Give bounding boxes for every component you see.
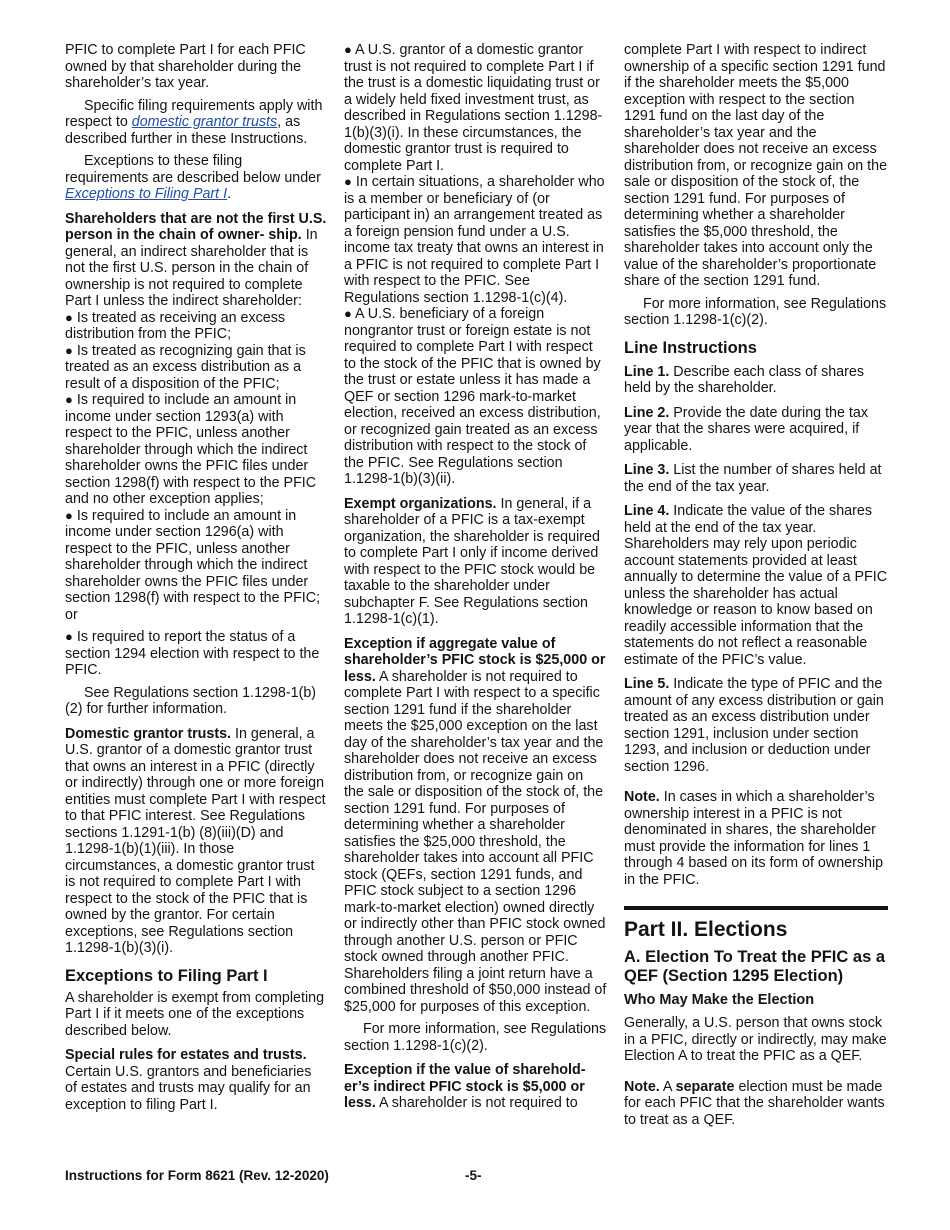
bullet-icon: ●	[344, 174, 352, 189]
emphasis: separate	[675, 1078, 735, 1095]
line-label: Line 5.	[624, 676, 670, 692]
text: Is required to include an amount in income under section 1296(a) with respect to the PFIC, unless another shareholder through which the indirect shareholder owns the PFIC files under section 1298(f) with respect to the PFIC; or	[65, 507, 321, 623]
paragraph: A shareholder is exempt from completing Part I if it meets one of the exceptions described below.	[65, 989, 325, 1039]
list-item	[344, 42, 607, 174]
list-item	[65, 629, 327, 679]
text: In general, an indirect shareholder that is not the first U.S. person in the chain of ownership is not required to complete Part I unless the indirect shareholder:	[65, 227, 318, 309]
line-label: Line 1.	[624, 363, 670, 380]
exceptions-to-filing-link[interactable]: Exceptions to Filing Part I	[65, 186, 228, 202]
text: , as described further in these Instructions.	[65, 114, 308, 147]
text: In general, if a shareholder of a PFIC is a tax-exempt organization, the shareholder is required to complete Part I only if income derived with respect to the PFIC stock would be taxable to the shareholder under subchapter F. See Regulations section 1.1298-1(c)(1).	[344, 495, 600, 627]
line-instruction	[624, 405, 888, 455]
column-1	[65, 42, 327, 1113]
line-instruction	[624, 462, 888, 495]
run-in-heading: Shareholders that are not the first U.S. person in the chain of owner- ship.	[65, 210, 327, 243]
line-instructions-heading: Line Instructions	[624, 338, 757, 357]
text: .	[227, 186, 232, 202]
text: In general, a U.S. grantor of a domestic grantor trust that owns an interest in a PFIC (directly or indirectly) through one or more foreign entities must complete Part I with respect to that PFIC interest. See Regulations sections 1.1291-1(b) (8)(iii)(D) and 1.1298-1(b)(1)(iii). In those circumstances, a domestic grantor trust is not required to complete Part I with respect to the stock of the PFIC that is owned by the grantor. For certain exceptions, see Regulations section 1.1298-1(b)(3)(i).	[65, 725, 326, 956]
bullet-icon: ●	[65, 507, 73, 523]
text: Is required to include an amount in income under section 1293(a) with respect to the PFIC, unless another shareholder through which the indirect shareholder owns the PFIC files under section 1298(f) with respect to the PFIC and no other exception applies;	[65, 392, 317, 507]
bullet-icon: ●	[65, 629, 73, 644]
note-paragraph	[624, 1079, 888, 1129]
section-heading: Exceptions to Filing Part I	[65, 966, 268, 985]
line-label: Line 2.	[624, 404, 670, 421]
text: In cases in which a shareholder’s ownership interest in a PFIC is not denominated in shares, the shareholder must provide the information for lines 1 through 4 based on its form of ownership in the PFIC.	[624, 789, 884, 888]
run-in-heading: Exempt organizations.	[344, 495, 497, 512]
line-label: Line 3.	[624, 462, 670, 478]
page-footer	[65, 1168, 885, 1184]
list-item	[65, 392, 327, 508]
paragraph: PFIC to complete Part I for each PFIC owned by that shareholder during the shareholder’s tax year.	[65, 42, 306, 91]
list-item	[65, 343, 327, 393]
text: Is treated as recognizing gain that is treated as an excess distribution as a result of a disposition of the PFIC;	[65, 342, 306, 392]
list-item	[65, 310, 327, 343]
run-in-heading: Exception if the value of sharehold- er’s indirect PFIC stock is $5,000 or less.	[344, 1062, 586, 1111]
paragraph: Generally, a U.S. person that owns stock in a PFIC, directly or indirectly, may make Election A to treat the PFIC as a QEF.	[624, 1015, 887, 1064]
list-item	[344, 174, 607, 306]
text: Indicate the value of the shares held at the end of the tax year. Shareholders may rely upon periodic account statements provided at least annually to determine the value of a PFIC unless the shareholder has actual knowledge or reason to know based on readily accessible information that the statements do not reflect a reasonable estimate of the PFIC’s value.	[624, 503, 888, 668]
text: Is treated as receiving an excess distribution from the PFIC;	[65, 309, 286, 342]
paragraph	[65, 153, 327, 203]
form-title: Instructions for Form 8621 (Rev. 12-2020)	[65, 1168, 329, 1183]
text: Provide the date during the tax year that the shares were acquired, if applicable.	[624, 404, 868, 454]
text: In certain situations, a shareholder who is a member or beneficiary of (or participant in) an arrangement treated as a foreign pension fund under a U.S. income tax treaty that owns an interest in a PFIC is not required to complete Part I with respect to the PFIC. See Regulations section 1.1298-1(c)(4).	[344, 174, 605, 306]
column-2	[344, 42, 607, 1112]
run-in-heading: Exception if aggregate value of shareholder’s PFIC stock is $25,000 or less.	[344, 635, 606, 685]
note-label: Note.	[624, 789, 660, 805]
list-item	[344, 306, 607, 488]
text: A shareholder is not required to complete Part I with respect to a specific section 1291 fund if the shareholder meets the $25,000 exception on the last day of the shareholder’s tax year and the shareholder does not receive an excess distribution from, or recognize gain on the sale or disposition of the stock of, the section 1291 fund. For purposes of determining whether a shareholder satisfies the $25,000 threshold, the shareholder takes into account all PFIC stock (QEFs, section 1291 funds, and PFIC stock subject to a section 1296 mark-to-market election) owned directly or indirectly other than PFIC stock owned through another U.S. person or PFIC stock owned through another PFIC. Shareholders filing a joint return have a combined threshold of $50,000 instead of $25,000 for purposes of this exception.	[344, 668, 607, 1015]
bullet-icon: ●	[65, 309, 73, 325]
domestic-grantor-trusts-paragraph	[65, 726, 327, 957]
part-heading: Part II. Elections	[624, 906, 888, 942]
text: List the number of shares held at the end of the tax year.	[624, 462, 882, 495]
text: Exceptions to these filing requirements are described below under	[65, 153, 321, 186]
line-instruction	[624, 676, 888, 775]
run-in-heading: Domestic grantor trusts.	[65, 725, 232, 742]
text: election must be made for each PFIC that the shareholder wants to treat as a QEF.	[624, 1078, 885, 1128]
text: A shareholder is not required to	[375, 1095, 578, 1111]
paragraph	[65, 98, 327, 148]
text: Is required to report the status of a section 1294 election with respect to the PFIC.	[65, 629, 320, 678]
text: Describe each class of shares held by the shareholder.	[624, 363, 864, 396]
line-instruction	[624, 364, 888, 397]
text: Indicate the type of PFIC and the amount of any excess distribution or gain treated as an excess distribution under section 1291, inclusion under section 1293, and inclusion or deduction under section 1296.	[624, 676, 884, 775]
indirect-stock-paragraph	[344, 1062, 607, 1112]
column-3	[624, 42, 888, 1128]
paragraph: complete Part I with respect to indirect ownership of a specific section 1291 fund if the shareholder meets the $5,000 exception with respect to the section 1291 fund on the last day of the shareholder’s tax year and the shareholder does not receive an excess distribution from, or recognize gain on the sale or disposition of the stock of, the section 1291 fund. For purposes of determining whether a shareholder satisfies the $5,000 threshold, the shareholder takes into account only the value of the shareholder’s proportionate share of the section 1291 fund.	[624, 42, 888, 289]
indirect-shareholder-paragraph	[65, 211, 327, 310]
note-paragraph	[624, 789, 888, 888]
text: A	[659, 1078, 676, 1095]
domestic-grantor-trusts-link[interactable]: domestic grantor trusts	[131, 114, 278, 130]
text: Specific filing requirements apply with respect to	[65, 97, 323, 130]
bullet-icon: ●	[65, 342, 73, 358]
subsection-heading: Who May Make the Election	[624, 992, 815, 1008]
line-instruction	[624, 503, 888, 668]
text: A U.S. beneficiary of a foreign nongrantor trust or foreign estate is not required to complete Part I with respect to the stock of the PFIC that is owned by the trust or estate unless it has made a QEF or section 1296 mark-to-market election, received an excess distribution, or recognized gain treated as an excess distribution with respect to the stock of the PFIC. See Regulations section 1.1298-1(b)(3)(ii).	[344, 306, 601, 487]
paragraph: For more information, see Regulations section 1.1298-1(c)(2).	[624, 295, 887, 328]
note-label: Note.	[624, 1078, 660, 1095]
run-in-heading: Special rules for estates and trusts.	[65, 1047, 307, 1063]
list-item	[65, 508, 327, 624]
line-label: Line 4.	[624, 503, 670, 519]
bullet-icon: ●	[344, 306, 352, 321]
estates-trusts-paragraph	[65, 1047, 327, 1113]
text: Certain U.S. grantors and beneficiaries of estates and trusts may qualify for an exception to filing Part I.	[65, 1063, 312, 1113]
aggregate-value-paragraph	[344, 636, 607, 1016]
page-number: -5-	[465, 1168, 482, 1183]
bullet-icon: ●	[344, 42, 352, 57]
text: A U.S. grantor of a domestic grantor trust is not required to complete Part I if the trust is a domestic liquidating trust or a widely held fixed investment trust, as described in Regulations section 1.1298-1(b)(3)(i). In these circumstances, the domestic grantor trust is required to complete Part I.	[344, 42, 603, 174]
exempt-organizations-paragraph	[344, 496, 607, 628]
paragraph: For more information, see Regulations section 1.1298-1(c)(2).	[344, 1021, 607, 1054]
election-heading: A. Election To Treat the PFIC as a QEF (Section 1295 Election)	[624, 948, 886, 985]
bullet-icon: ●	[65, 392, 73, 407]
paragraph: See Regulations section 1.1298-1(b) (2) for further information.	[65, 684, 317, 717]
